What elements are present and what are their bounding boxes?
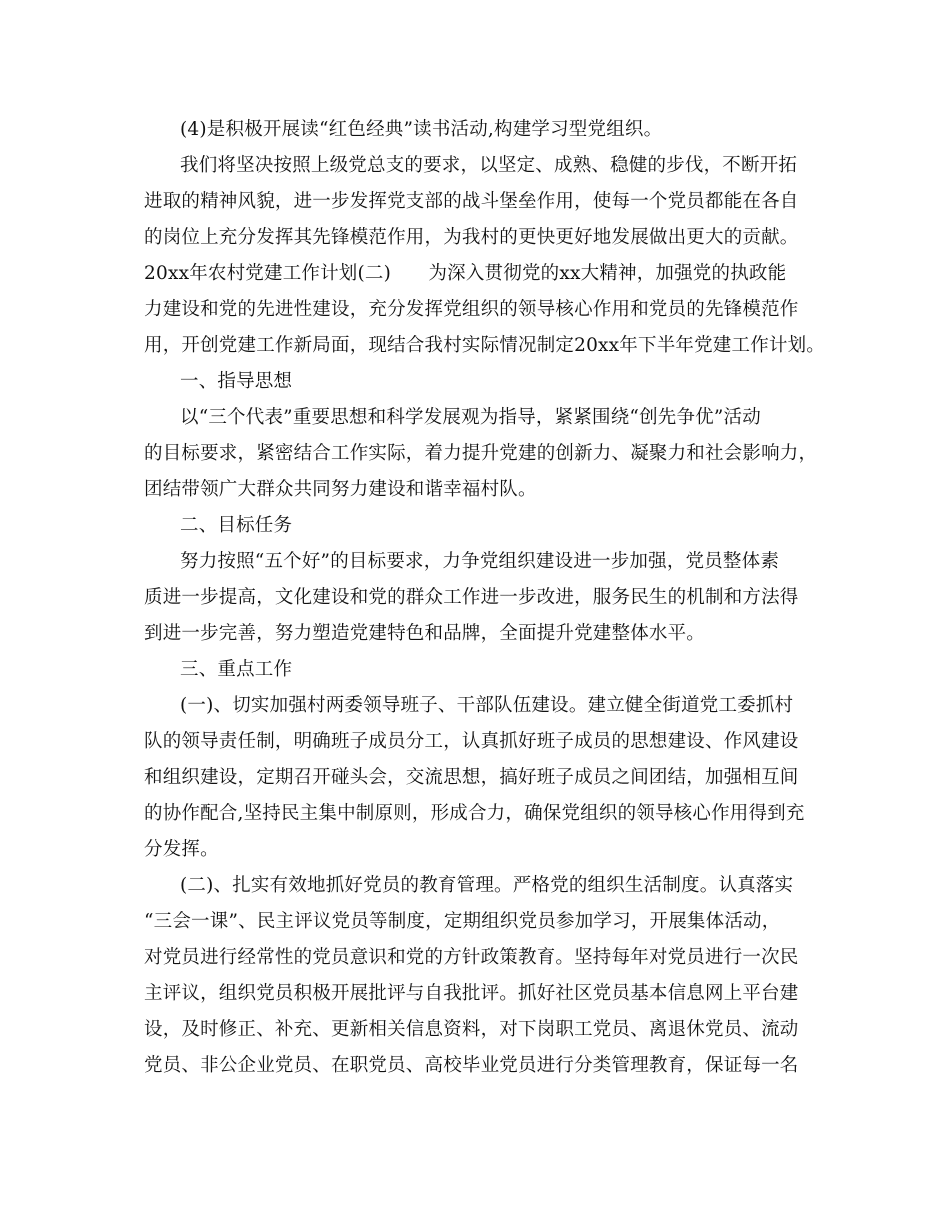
text-line: 分发挥。 [144,839,219,860]
text-line: 以“三个代表”重要思想和科学发展观为指导，紧紧围绕“创先争优”活动 [180,407,761,428]
text-line: 进取的精神风貌，进一步发挥党支部的战斗堡垒作用，使每一个党员都能在各自 [144,191,799,212]
text-line: 团结带领广大群众共同努力建设和谐幸福村队。 [144,479,537,500]
text-line: (4)是积极开展读“红色经典”读书活动,构建学习型党组织。 [180,119,663,140]
section-heading: 一、指导思想 [180,371,293,392]
text-line: 的目标要求，紧密结合工作实际，着力提升党建的创新力、凝聚力和社会影响力， [144,443,818,464]
text-line: 20xx年农村党建工作计划(二) 为深入贯彻党的xx大精神，加强党的执政能 [144,263,787,284]
text-line: (一)、切实加强村两委领导班子、干部队伍建设。建立健全街道党工委抓村 [180,695,794,716]
text-line: 质进一步提高，文化建设和党的群众工作进一步改进，服务民生的机制和方法得 [144,587,799,608]
text-line: “三会一课”、民主评议党员等制度，定期组织党员参加学习，开展集体活动， [144,911,781,932]
text-line: 我们将坚决按照上级党总支的要求，以坚定、成熟、稳健的步伐，不断开拓 [180,155,798,176]
text-line: 党员、非公企业党员、在职党员、高校毕业党员进行分类管理教育，保证每一名 [144,1055,799,1076]
text-line: 设，及时修正、补充、更新相关信息资料，对下岗职工党员、离退休党员、流动 [144,1019,799,1040]
text-line: 的协作配合,坚持民主集中制原则，形成合力，确保党组织的领导核心作用得到充 [144,803,805,824]
text-line: 努力按照“五个好”的目标要求，力争党组织建设进一步加强，党员整体素 [180,551,780,572]
section-heading: 二、目标任务 [180,515,293,536]
text-line: (二)、扎实有效地抓好党员的教育管理。严格党的组织生活制度。认真落实 [180,875,794,896]
text-line: 到进一步完善，努力塑造党建特色和品牌，全面提升党建整体水平。 [144,623,706,644]
text-line: 用，开创党建工作新局面，现结合我村实际情况制定20xx年下半年党建工作计划。 [144,335,826,356]
text-line: 和组织建设，定期召开碰头会，交流思想，搞好班子成员之间团结，加强相互间 [144,767,799,788]
text-line: 对党员进行经常性的党员意识和党的方针政策教育。坚持每年对党员进行一次民 [144,947,799,968]
text-line: 力建设和党的先进性建设，充分发挥党组织的领导核心作用和党员的先锋模范作 [144,299,799,320]
text-line: 主评议，组织党员积极开展批评与自我批评。抓好社区党员基本信息网上平台建 [144,983,799,1004]
section-heading: 三、重点工作 [180,659,293,680]
text-line: 队的领导责任制，明确班子成员分工，认真抓好班子成员的思想建设、作风建设 [144,731,799,752]
text-line: 的岗位上充分发挥其先锋模范作用，为我村的更快更好地发展做出更大的贡献。 [144,227,799,248]
